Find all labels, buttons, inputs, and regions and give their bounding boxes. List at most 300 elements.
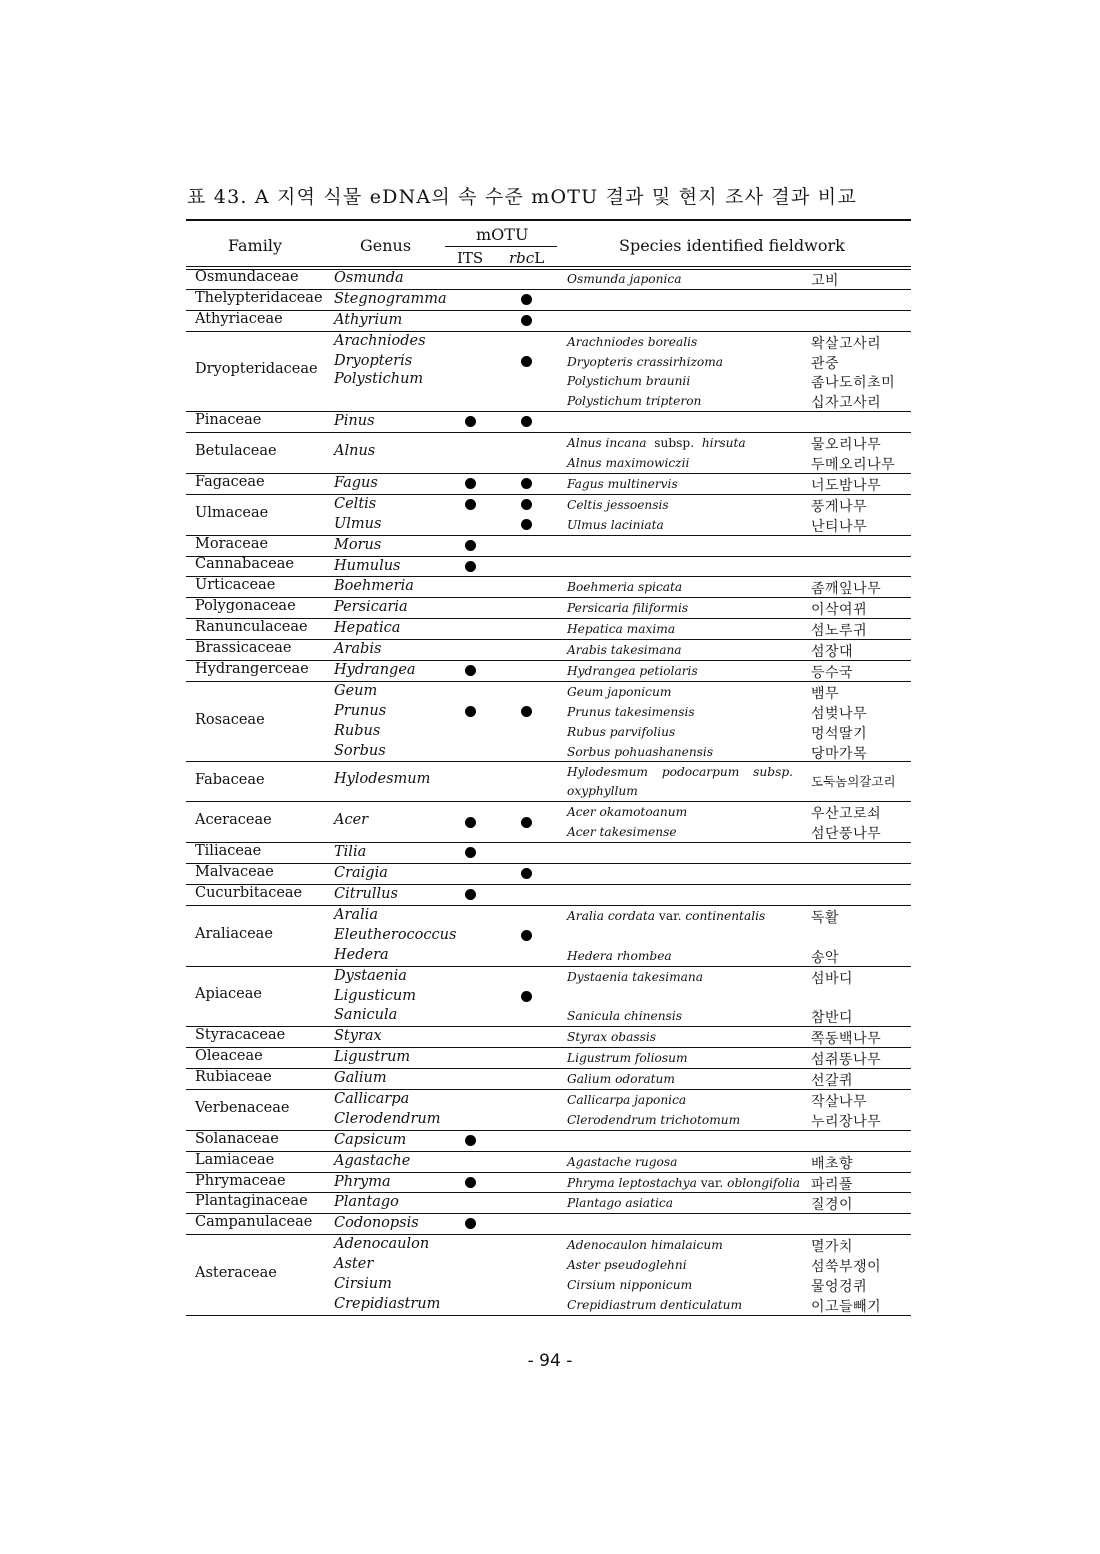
genus-name: Aralia: [334, 906, 378, 923]
species-name-part: Arachniodes borealis: [567, 334, 698, 349]
genus-name: Sanicula: [334, 1007, 398, 1024]
family-group: [186, 640, 911, 661]
table-row: [186, 1275, 911, 1295]
genus-name: Dryopteris: [334, 352, 413, 369]
table-row: [186, 967, 911, 987]
genus-name: Craigia: [334, 865, 388, 882]
korean-name: 쪽동백나무: [811, 1031, 882, 1048]
genus-name: Osmunda: [334, 270, 404, 286]
family-group: [186, 1193, 911, 1214]
species-name-part: oblongifolia: [727, 1175, 800, 1190]
species-name: [567, 601, 688, 615]
family-group: [186, 843, 911, 864]
genus-name: Ulmus: [334, 515, 382, 532]
species-name-part: Ligustrum foliosum: [567, 1051, 688, 1066]
genus-name: Stegnogramma: [334, 290, 447, 307]
table-header: [186, 222, 911, 266]
rbcl-detected-dot: [521, 930, 532, 941]
species-name-part: Ulmus laciniata: [567, 517, 664, 532]
korean-name: 배초향: [811, 1155, 854, 1172]
genus-name: Hedera: [334, 946, 389, 963]
korean-name: 등수국: [811, 664, 854, 681]
genus-name: Cirsium: [334, 1276, 392, 1293]
genus-name: Polystichum: [334, 371, 424, 388]
rbcl-detected-dot: [521, 478, 532, 489]
family-group: [186, 864, 911, 885]
species-name: [567, 1030, 656, 1044]
species-name-part: Callicarpa japonica: [567, 1092, 687, 1107]
species-name: [567, 518, 664, 532]
table-row: [186, 822, 911, 842]
korean-name: 좀깨잎나무: [811, 581, 882, 598]
its-detected-dot: [465, 706, 476, 717]
species-name-part: Osmunda japonica: [567, 272, 682, 286]
table-row: [186, 702, 911, 722]
korean-name: 뱀무: [811, 685, 840, 702]
genus-name: Tilia: [334, 844, 367, 861]
species-name-part: Aralia cordata: [567, 908, 656, 923]
species-name: [567, 664, 698, 678]
species-name-part: continentalis: [685, 908, 766, 923]
genus-name: Hepatica: [334, 620, 401, 637]
species-name: [567, 1278, 692, 1292]
genus-name: Celtis: [334, 495, 377, 512]
genus-name: Eleutherococcus: [334, 926, 457, 943]
genus-name: Athyrium: [334, 311, 403, 328]
korean-name: 송악: [811, 949, 840, 966]
species-name-part: Prunus takesimensis: [567, 704, 695, 719]
species-name-part: Celtis jessoensis: [567, 497, 669, 512]
family-group: [186, 311, 911, 332]
species-name-part: Cirsium nipponicum: [567, 1278, 693, 1293]
genus-name: Boehmeria: [334, 578, 414, 595]
species-name: [567, 805, 687, 819]
korean-name: 멍석딸기: [811, 725, 868, 742]
family-group: [186, 1090, 911, 1131]
genus-name: Arachniodes: [334, 332, 426, 349]
family-group: [186, 802, 911, 843]
species-name: [567, 456, 689, 470]
motu-underline: [445, 246, 557, 247]
table-row: [186, 1006, 911, 1026]
species-name-part: Sanicula chinensis: [567, 1009, 682, 1024]
korean-name: 난티나무: [811, 518, 868, 535]
family-name: Rubiaceae: [195, 1069, 272, 1086]
species-name: [567, 685, 671, 699]
table-row: [186, 926, 911, 946]
table-row: [186, 1069, 911, 1089]
species-name: [567, 1009, 682, 1023]
species-name-part: Dystaenia takesimana: [567, 969, 704, 984]
species-name: [567, 725, 675, 739]
header-rbcl: [509, 249, 544, 267]
table-row: [186, 474, 911, 494]
table-row: [186, 557, 911, 577]
table-row: [186, 1048, 911, 1068]
its-detected-dot: [465, 1135, 476, 1146]
korean-name: 좀나도히초미: [811, 375, 896, 392]
its-detected-dot: [465, 1218, 476, 1229]
family-name: Asteraceae: [195, 1265, 277, 1282]
family-name: Verbenaceae: [195, 1099, 290, 1116]
species-name-part: Hepatica maxima: [567, 622, 676, 637]
family-group: [186, 269, 911, 290]
korean-name: 누리장나무: [811, 1113, 882, 1130]
species-name-part: Acer okamotoanum: [567, 805, 688, 820]
family-name: Polygonaceae: [195, 598, 296, 615]
korean-name: 도둑놈의갈고리: [811, 774, 896, 790]
its-detected-dot: [465, 889, 476, 900]
table-row: [186, 332, 911, 352]
header-rbcl-prefix: rbc: [509, 249, 535, 267]
table-row: [186, 352, 911, 372]
table-row: [186, 1152, 911, 1172]
species-name-part: Sorbus pohuashanensis: [567, 744, 714, 759]
table-row: [186, 577, 911, 597]
table-top-rule: [186, 219, 911, 221]
rbcl-detected-dot: [521, 315, 532, 326]
korean-name: 섬노루귀: [811, 623, 868, 640]
genus-name: Ligustrum: [334, 1049, 411, 1066]
table-row: [186, 762, 911, 801]
genus-name: Hydrangea: [334, 661, 416, 678]
species-name: [567, 1196, 673, 1210]
korean-name: 물오리나무: [811, 437, 882, 454]
korean-name: 파리풀: [811, 1176, 854, 1193]
table-row: [186, 682, 911, 702]
species-name-part: Dryopteris crassirhizoma: [567, 354, 724, 369]
species-name-part: Arabis takesimana: [567, 643, 682, 658]
family-group: [186, 967, 911, 1028]
table-row: [186, 722, 911, 742]
table-row: [186, 453, 911, 473]
family-name: Campanulaceae: [195, 1214, 313, 1231]
family-name: Ranunculaceae: [195, 619, 308, 636]
genus-name: Geum: [334, 682, 378, 699]
species-name-part: Alnus incana: [567, 436, 647, 451]
table-body: [186, 269, 911, 1316]
genus-name: Arabis: [334, 641, 382, 658]
genus-name: Adenocaulon: [334, 1236, 430, 1253]
genus-name: Prunus: [334, 702, 387, 719]
its-detected-dot: [465, 540, 476, 551]
family-group: [186, 290, 911, 311]
genus-name: Acer: [334, 812, 369, 829]
species-name-part: Galium odoratum: [567, 1072, 675, 1087]
species-name-part: Boehmeria spicata: [567, 580, 683, 595]
family-group: [186, 577, 911, 598]
table-row: [186, 843, 911, 863]
korean-name: 섬바디: [811, 970, 854, 987]
table-row: [186, 371, 911, 391]
table-caption: 표 43. A 지역 식물 eDNA의 속 수준 mOTU 결과 및 현지 조사 결과 비교: [187, 186, 857, 208]
family-group: [186, 1069, 911, 1090]
genus-name: Callicarpa: [334, 1090, 410, 1107]
family-group: [186, 332, 911, 413]
family-name: Pinaceae: [195, 412, 262, 429]
family-name: Tiliaceae: [195, 843, 262, 860]
species-name: [567, 622, 675, 636]
genus-name: Galium: [334, 1070, 387, 1087]
family-name: Dryopteridaceae: [195, 361, 318, 378]
family-name: Araliaceae: [195, 925, 273, 942]
species-name: [567, 643, 682, 657]
korean-name: 독활: [811, 909, 840, 926]
species-name-part: hirsuta: [701, 436, 746, 451]
korean-name: 두메오리나무: [811, 457, 896, 474]
rbcl-detected-dot: [521, 868, 532, 879]
korean-name: 고비: [811, 273, 840, 289]
korean-name: 당마가목: [811, 745, 868, 762]
family-name: Fagaceae: [195, 473, 265, 490]
family-group: [186, 762, 911, 802]
genus-name: Fagus: [334, 474, 378, 491]
korean-name: 섬벚나무: [811, 705, 868, 722]
genus-name: Clerodendrum: [334, 1110, 441, 1127]
genus-name: Codonopsis: [334, 1215, 419, 1232]
species-name-part: subsp.: [646, 436, 702, 451]
table-row: [186, 1027, 911, 1047]
family-group: [186, 412, 911, 433]
species-name-part: Acer takesimense: [567, 825, 677, 840]
family-group: [186, 598, 911, 619]
korean-name: 섬쑥부쟁이: [811, 1259, 882, 1276]
table-row: [186, 290, 911, 310]
korean-name: 섬쥐똥나무: [811, 1052, 882, 1069]
table-row: [186, 515, 911, 535]
family-name: Athyriaceae: [195, 310, 283, 327]
table-row: [186, 640, 911, 660]
rbcl-detected-dot: [521, 416, 532, 427]
its-detected-dot: [465, 478, 476, 489]
species-name: [567, 580, 682, 594]
family-group: [186, 1214, 911, 1235]
family-group: [186, 1152, 911, 1173]
species-name: [567, 1155, 677, 1169]
species-name-part: Agastache rugosa: [567, 1154, 678, 1169]
korean-name: 섬단풍나무: [811, 826, 882, 843]
genus-name: Persicaria: [334, 599, 408, 616]
table-row: [186, 661, 911, 681]
table-row: [186, 536, 911, 556]
species-name-part: Persicaria filiformis: [567, 601, 689, 616]
table-row: [186, 269, 911, 289]
family-group: [186, 474, 911, 495]
species-name: [567, 436, 746, 450]
table-row: [186, 1173, 911, 1193]
table-row: [186, 391, 911, 411]
family-name: Plantaginaceae: [195, 1193, 308, 1210]
species-name: [567, 477, 678, 491]
family-group: [186, 885, 911, 906]
header-motu: mOTU: [476, 225, 529, 244]
korean-name: 질경이: [811, 1197, 854, 1214]
family-name: Phrymaceae: [195, 1172, 286, 1189]
family-group: [186, 433, 911, 474]
genus-name: Rubus: [334, 722, 381, 739]
species-name-part: Hydrangea petiolaris: [567, 663, 698, 678]
species-name: Hylodesmum podocarpum subsp. oxyphyllum: [567, 765, 793, 799]
species-name-part: Alnus maximowiczii: [567, 456, 690, 471]
genus-name: Ligusticum: [334, 987, 417, 1004]
table-row: [186, 1090, 911, 1110]
genus-name: Citrullus: [334, 886, 398, 903]
species-name-part: Styrax obassis: [567, 1030, 657, 1045]
table-row: [186, 311, 911, 331]
its-detected-dot: [465, 561, 476, 572]
species-name-part: Crepidiastrum denticulatum: [567, 1297, 743, 1312]
table-row: [186, 1193, 911, 1213]
header-genus: Genus: [360, 236, 412, 255]
family-name: Styracaceae: [195, 1027, 286, 1044]
header-species: Species identified fieldwork: [619, 236, 845, 255]
family-name: Malvaceae: [195, 864, 274, 881]
family-group: [186, 1235, 911, 1316]
species-name: [567, 825, 677, 839]
korean-name: 물엉겅퀴: [811, 1279, 868, 1296]
family-name: Osmundaceae: [195, 268, 299, 285]
species-name: [567, 1051, 688, 1065]
rbcl-detected-dot: [521, 706, 532, 717]
species-name: [567, 1176, 800, 1190]
family-name: Oleaceae: [195, 1048, 263, 1065]
table-row: [186, 619, 911, 639]
family-group: [186, 1048, 911, 1069]
table-row: [186, 598, 911, 618]
table-row: [186, 1131, 911, 1151]
table-row: [186, 1255, 911, 1275]
species-name: [567, 1298, 742, 1312]
korean-name: 이삭여뀌: [811, 602, 868, 619]
table-row: [186, 802, 911, 822]
rbcl-detected-dot: [521, 356, 532, 367]
species-name: [567, 1093, 686, 1107]
its-detected-dot: [465, 416, 476, 427]
family-group: [186, 619, 911, 640]
genus-name: Capsicum: [334, 1131, 407, 1148]
rbcl-detected-dot: [521, 519, 532, 530]
table-row: [186, 495, 911, 515]
its-detected-dot: [465, 1177, 476, 1188]
family-name: Brassicaceae: [195, 640, 292, 657]
genus-name: Phryma: [334, 1173, 391, 1190]
family-group: [186, 682, 911, 763]
table-row: [186, 1235, 911, 1255]
species-name: [567, 949, 672, 963]
header-its: ITS: [457, 249, 484, 267]
species-name-part: Rubus parvifolius: [567, 724, 676, 739]
table-row: [186, 864, 911, 884]
species-name-part: Clerodendrum trichotomum: [567, 1112, 741, 1127]
table-row: [186, 433, 911, 453]
its-detected-dot: [465, 499, 476, 510]
species-name-part: Fagus multinervis: [567, 476, 678, 491]
its-detected-dot: [465, 847, 476, 858]
genus-name: Plantago: [334, 1194, 399, 1211]
species-name-part: Phryma leptostachya: [567, 1175, 697, 1190]
family-name: Apiaceae: [195, 986, 262, 1003]
genus-name: Morus: [334, 536, 382, 553]
species-name: [567, 335, 697, 349]
genus-name: Crepidiastrum: [334, 1295, 441, 1312]
species-name: [567, 394, 701, 408]
species-name-part: Geum japonicum: [567, 684, 672, 699]
table-row: [186, 1214, 911, 1234]
table-row: [186, 1110, 911, 1130]
rbcl-detected-dot: [521, 991, 532, 1002]
genus-name: Styrax: [334, 1028, 382, 1045]
family-name: Rosaceae: [195, 711, 265, 728]
korean-name: 작살나무: [811, 1093, 868, 1110]
species-name-part: var.: [696, 1175, 728, 1190]
family-name: Thelypteridaceae: [195, 289, 323, 306]
korean-name: 선갈퀴: [811, 1073, 854, 1090]
korean-name: 이고들빼기: [811, 1298, 882, 1315]
genus-name: Aster: [334, 1256, 374, 1273]
family-group: [186, 1027, 911, 1048]
species-name: [567, 272, 681, 286]
species-name: [567, 1113, 740, 1127]
family-group: [186, 495, 911, 536]
family-name: Solanaceae: [195, 1130, 279, 1147]
korean-name: 관중: [811, 355, 840, 372]
species-name-part: var.: [655, 908, 686, 923]
korean-name: 우산고로쇠: [811, 806, 882, 823]
species-name-part: Polystichum tripteron: [567, 394, 702, 409]
family-name: Aceraceae: [195, 812, 272, 829]
family-name: Moraceae: [195, 535, 269, 552]
species-name-part: Plantago asiatica: [567, 1196, 673, 1211]
family-group: [186, 536, 911, 557]
family-name: Cannabaceae: [195, 556, 294, 573]
family-group: [186, 557, 911, 578]
species-name: [567, 374, 690, 388]
table-row: [186, 906, 911, 926]
family-name: Hydrangerceae: [195, 660, 309, 677]
species-name: [567, 909, 765, 923]
header-family: Family: [228, 236, 282, 255]
family-group: [186, 661, 911, 682]
rbcl-detected-dot: [521, 294, 532, 305]
table-row: [186, 742, 911, 762]
species-name-part: Polystichum braunii: [567, 374, 691, 389]
korean-name: 너도밤나무: [811, 477, 882, 494]
genus-name: Humulus: [334, 557, 401, 574]
header-rbcl-suffix: L: [534, 249, 545, 267]
table-row: [186, 412, 911, 432]
korean-name: 섬장대: [811, 644, 854, 661]
family-name: Betulaceae: [195, 443, 277, 460]
family-group: [186, 1131, 911, 1152]
family-group: [186, 1173, 911, 1194]
korean-name: 참반디: [811, 1010, 854, 1027]
korean-name: 왁살고사리: [811, 335, 882, 352]
family-group: [186, 906, 911, 967]
genus-name: Pinus: [334, 413, 375, 430]
family-name: Lamiaceae: [195, 1151, 275, 1168]
species-name: [567, 1072, 675, 1086]
table-row: [186, 946, 911, 966]
genus-name: Dystaenia: [334, 967, 407, 984]
genus-name: Hylodesmum: [334, 771, 431, 788]
page-number: - 94 -: [527, 1351, 573, 1371]
genus-name: Sorbus: [334, 742, 386, 759]
korean-name: 멸가치: [811, 1239, 854, 1256]
species-name: [567, 1238, 723, 1252]
species-name: [567, 745, 713, 759]
species-name: [567, 355, 723, 369]
species-name: [567, 1258, 687, 1272]
